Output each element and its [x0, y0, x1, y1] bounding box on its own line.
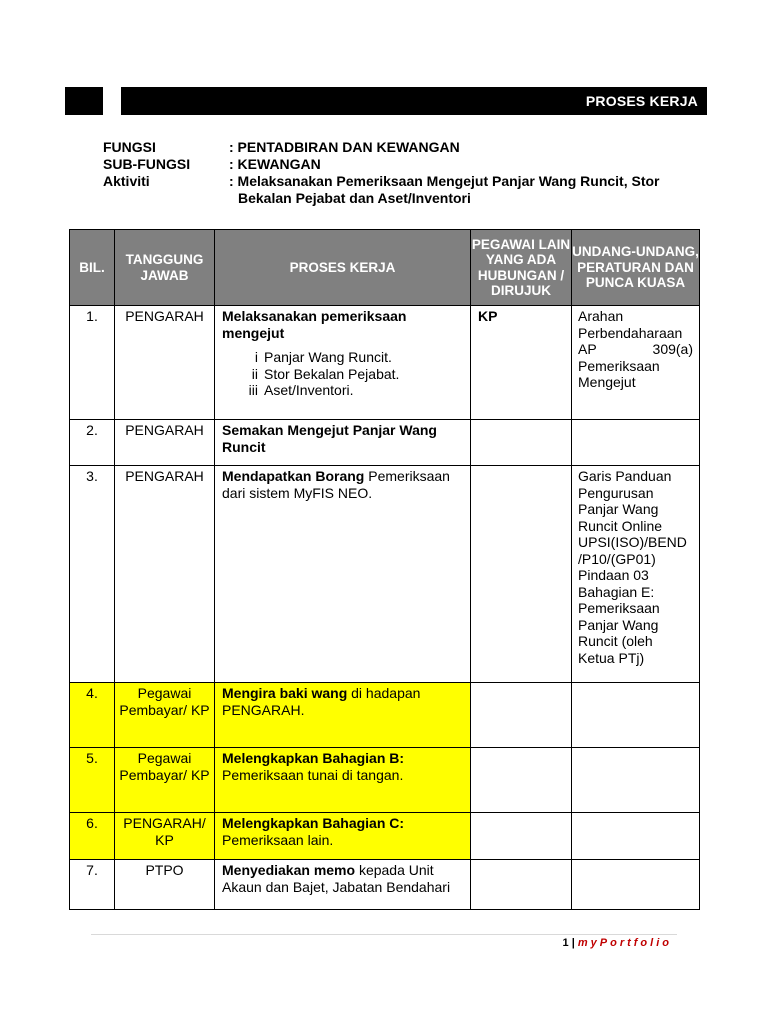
page-footer [563, 937, 672, 949]
aktiviti-value-line-1: : Melaksanakan Pemeriksaan Mengejut Panjar Wang Runcit, Stor [229, 173, 660, 189]
row-proses-kerja: Mendapatkan Borang Pemeriksaan dari sistem MyFIS NEO. [215, 466, 471, 683]
page-number: 1 [562, 937, 569, 949]
row-tanggung-jawab: Pegawai Pembayar/ KP [115, 748, 215, 813]
row-bil: 6. [70, 813, 115, 860]
row-undang [572, 860, 700, 910]
row-undang [572, 683, 700, 748]
row-proses-kerja: Menyediakan memo kepada Unit Akaun dan Bajet, Jabatan Bendahari [215, 860, 471, 910]
aktiviti-label: Aktiviti [103, 173, 150, 189]
header-tanggung-jawab: TANGGUNG JAWAB [115, 230, 215, 306]
row-bil: 5. [70, 748, 115, 813]
header-title: PROSES KERJA [585, 93, 698, 109]
row-tanggung-jawab: PTPO [115, 860, 215, 910]
row-pegawai [471, 813, 572, 860]
row-undang: Garis Panduan Pengurusan Panjar Wang Runcit Online UPSI(ISO)/BEND /P10/(GP01) Pindaan 03 Bahagian E: Pemeriksaan Panjar Wang Runcit (oleh Ketua PTj) [572, 466, 700, 683]
list-item: i Panjar Wang Runcit. [254, 349, 392, 365]
row-pegawai [471, 420, 572, 466]
row-bil: 4. [70, 683, 115, 748]
list-item: ii Stor Bekalan Pejabat. [251, 365, 400, 382]
row-bil: 7. [70, 860, 115, 910]
row-bil: 2. [70, 420, 115, 466]
aktiviti-row [103, 173, 679, 207]
row-pegawai [471, 860, 572, 910]
table-row [70, 683, 700, 748]
aktiviti-value [229, 173, 679, 207]
info-block [103, 139, 679, 207]
row-tanggung-jawab: PENGARAH [115, 420, 215, 466]
table-row [70, 813, 700, 860]
row-proses-kerja [215, 306, 471, 420]
fungsi-row [103, 139, 679, 156]
row-tanggung-jawab: Pegawai Pembayar/ KP [115, 683, 215, 748]
fungsi-label: FUNGSI [103, 139, 156, 155]
row-pegawai [471, 748, 572, 813]
row-undang: Arahan Perbendaharaan AP 309(a) Pemeriksaan Mengejut [572, 306, 700, 420]
row-pegawai [471, 466, 572, 683]
header-bar [121, 87, 707, 115]
row-proses-kerja: Semakan Mengejut Panjar Wang Runcit [215, 420, 471, 466]
list-item: iii Aset/Inventori. [248, 382, 354, 398]
row-tanggung-jawab: PENGARAH/ KP [115, 813, 215, 860]
row-tanggung-jawab: PENGARAH [115, 306, 215, 420]
table-row [70, 306, 700, 420]
header-proses-kerja: PROSES KERJA [215, 230, 471, 306]
row-pegawai [471, 683, 572, 748]
row-undang [572, 813, 700, 860]
footer-portfolio: myPortfolio [577, 937, 672, 949]
table-row [70, 420, 700, 466]
proses-kerja-bold: Melaksanakan pemeriksaan mengejut [222, 308, 407, 341]
row-proses-kerja: Melengkapkan Bahagian C: Pemeriksaan lain. [215, 813, 471, 860]
table-header-row [70, 230, 700, 306]
header-undang: UNDANG-UNDANG, PERATURAN DAN PUNCA KUASA [572, 230, 700, 306]
row-proses-kerja: Mengira baki wang di hadapan PENGARAH. [215, 683, 471, 748]
row-bil: 1. [70, 306, 115, 420]
table-row [70, 466, 700, 683]
fungsi-value: : PENTADBIRAN DAN KEWANGAN [229, 139, 460, 155]
header-pegawai: PEGAWAI LAIN YANG ADA HUBUNGAN / DIRUJUK [471, 230, 572, 306]
subfungsi-row [103, 156, 679, 173]
header-bil: BIL. [70, 230, 115, 306]
proses-kerja-table [69, 229, 700, 910]
table-row [70, 860, 700, 910]
table-row [70, 748, 700, 813]
subfungsi-value: : KEWANGAN [229, 156, 321, 172]
row-undang [572, 420, 700, 466]
row-undang [572, 748, 700, 813]
footer-divider [91, 934, 677, 935]
row-proses-kerja: Melengkapkan Bahagian B: Pemeriksaan tunai di tangan. [215, 748, 471, 813]
row-tanggung-jawab: PENGARAH [115, 466, 215, 683]
row-bil: 3. [70, 466, 115, 683]
footer-separator: | [568, 937, 578, 949]
row-pegawai: KP [471, 306, 572, 420]
header-left-block [65, 87, 103, 115]
sub-item-list [222, 349, 464, 399]
aktiviti-value-line-2: Bekalan Pejabat dan Aset/Inventori [238, 190, 471, 206]
subfungsi-label: SUB-FUNGSI [103, 156, 191, 172]
